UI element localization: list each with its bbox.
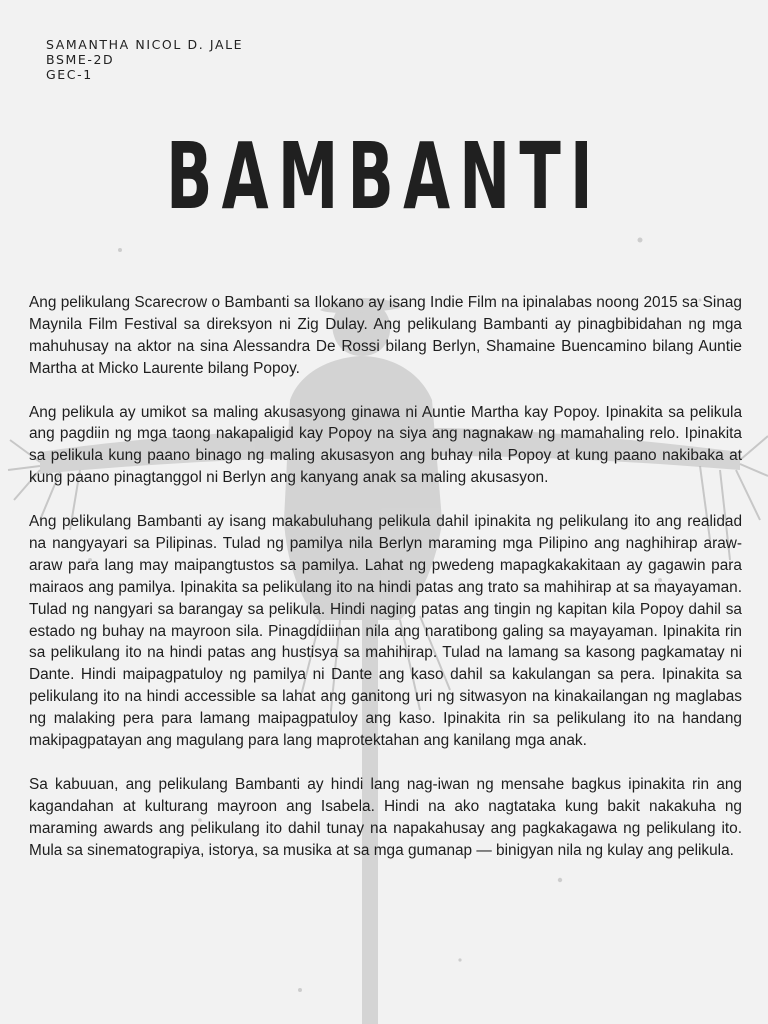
author-header (46, 37, 243, 82)
author-name: SAMANTHA NICOL D. JALE (46, 37, 244, 52)
course-code: GEC-1 (46, 67, 93, 82)
paragraph-1: Ang pelikulang Scarecrow o Bambanti sa Ilokano ay isang Indie Film na ipinalabas noong 2015 sa Sinag Maynila Film Festival sa direksyon ni Zig Dulay. Ang pelikulang Bambanti ay pinagbibidahan ng mga mahuhusay na aktor na sina Alessandra De Rossi bilang Berlyn, Shamaine Buencamino bilang Auntie Martha at Micko Laurente bilang Popoy. (29, 294, 742, 377)
essay-body (29, 292, 742, 883)
paragraph-2: Ang pelikula ay umikot sa maling akusasyong ginawa ni Auntie Martha kay Popoy. Ipinakita sa pelikula ang pagdiin ng mga taong nakapaligid kay Popoy na siya ang nagnakaw ng mamahaling relo. Ipinakita sa pelikula kung paano binago ng maling akusasyon ang buhay nila Popoy at kung paano nakibaka at kung paano pinagtanggol ni Berlyn ang kanyang anak sa maling akusasyon. (29, 403, 742, 487)
page-title: BAMBANTI (166, 123, 602, 230)
section-code: BSME-2D (46, 52, 115, 67)
paragraph-3: Ang pelikulang Bambanti ay isang makabuluhang pelikula dahil ipinakita ng pelikulang ito ang realidad na nangyayari sa Pilipinas. Tulad ng pamilya nila Berlyn maraming mga Pilipino ang naghihirap araw-araw para lang may maipangtustos sa pamilya. Lahat ng pwedeng mapagkakakitaan ay gagawin para mairaos ang pamilya. Ipinakita sa pelikulang ito na hindi patas ang trato sa mahihirap at sa mayayaman. Tulad ng nangyari sa barangay sa pelikula. Hindi naging patas ang tingin ng kapitan kila Popoy dahil sa estado ng buhay na mayroon sila. Pinagdidiinan nila ang naratibong galing sa mayayaman. Ipinakita rin sa pelikulang ito na hindi patas ang hustisya sa mahihirap. Tulad na lamang sa kasong pagkamatay ni Dante. Hindi maipagpatuloy ng pamilya ni Dante ang kaso dahil sa kakulangan sa pera. Ipinakita sa pelikulang ito na hindi accessible sa lahat ang ganitong uri ng sitwasyon na kinakailangan ng maglabas ng malaking pera para lamang maipagpatuloy ang kaso. Ipinakita rin sa pelikulang ito na handang makipagpatayan ang magulang para lang maprotektahan ang kanilang mga anak. (29, 513, 742, 750)
paragraph-4: Sa kabuuan, ang pelikulang Bambanti ay hindi lang nag-iwan ng mensahe bagkus ipinakita rin ang kagandahan at kulturang mayroon ang Isabela. Hindi na ako nagtataka kung bakit nakakuha ng maraming awards ang pelikulang ito dahil tunay na napakahusay ang pagkakagawa ng pelikulang ito. Mula sa sinematograpiya, istorya, sa musika at sa mga gumanap — binigyan nila ng kulay ang pelikula. (29, 775, 742, 859)
